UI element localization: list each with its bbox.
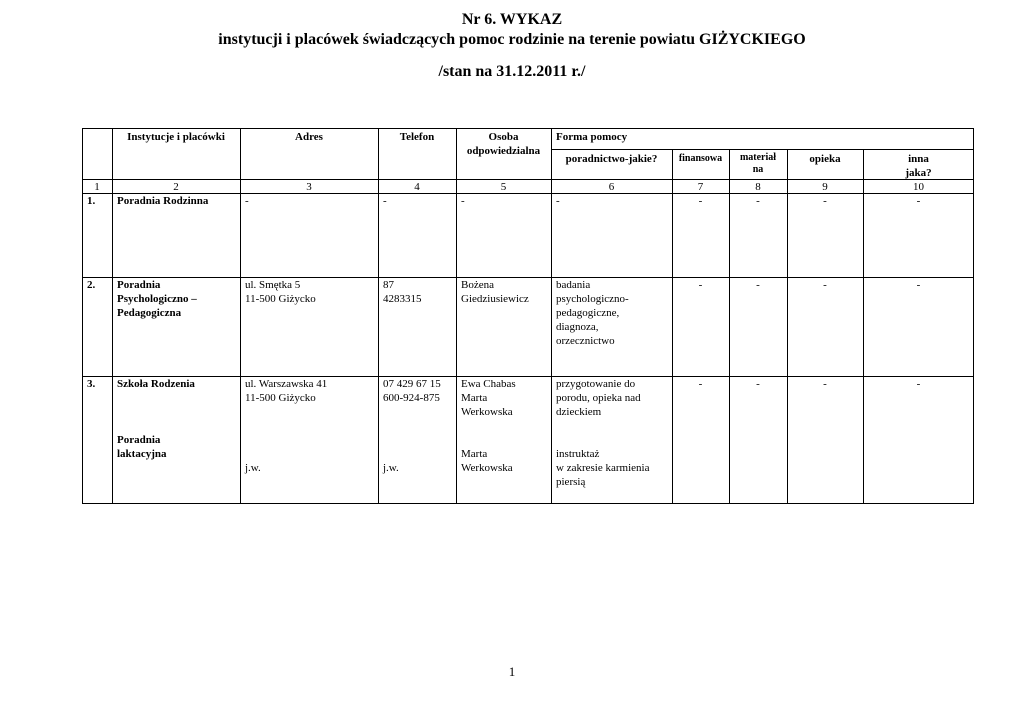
person-cell-secondary: Marta Werkowska	[461, 448, 513, 474]
row-number: 3.	[87, 378, 96, 390]
care-cell: -	[823, 279, 827, 291]
column-number: 1	[94, 181, 100, 193]
header-phone: Telefon	[399, 131, 435, 143]
header-form-of-help: Forma pomocy	[556, 131, 628, 143]
header-person: Osoba odpowiedzialna	[466, 131, 541, 157]
page-number: 1	[508, 664, 516, 679]
address-cell: ul. Warszawska 41 11-500 Giżycko	[245, 378, 328, 404]
document-subtitle: instytucji i placówek świadczących pomoc rodzinie na terenie powiatu GIŻYCKIEGO	[218, 31, 806, 48]
person-cell: Bożena Giedziusiewicz	[461, 279, 529, 305]
institution-name-secondary: Poradnia laktacyjna	[117, 434, 167, 460]
column-number: 8	[755, 181, 761, 193]
institutions-table	[82, 128, 974, 504]
other-cell: -	[916, 195, 921, 207]
column-number: 9	[822, 181, 828, 193]
header-other: inna jaka?	[905, 153, 932, 179]
material-cell: -	[756, 195, 760, 207]
care-cell: -	[823, 378, 827, 390]
phone-cell: 87 4283315	[383, 279, 422, 305]
advice-cell: -	[556, 195, 560, 207]
row-number: 2.	[87, 279, 96, 291]
row-number: 1.	[87, 195, 96, 207]
document-date: /stan na 31.12.2011 r./	[438, 63, 586, 80]
column-number: 6	[608, 181, 615, 193]
material-cell: -	[756, 378, 760, 390]
financial-cell: -	[698, 195, 703, 207]
other-cell: -	[916, 279, 921, 291]
header-material: materiał na	[739, 152, 777, 175]
institution-name: Szkoła Rodzenia	[117, 378, 195, 390]
care-cell: -	[823, 195, 827, 207]
other-cell: -	[916, 378, 921, 390]
document-title: Nr 6. WYKAZ	[461, 11, 563, 28]
person-cell: -	[461, 195, 465, 207]
column-number: 4	[414, 181, 420, 193]
address-cell: -	[245, 195, 249, 207]
address-cell-secondary: j.w.	[245, 462, 261, 474]
institution-name: Poradnia Psychologiczno – Pedagogiczna	[117, 279, 197, 319]
column-number: 7	[697, 181, 704, 193]
header-institutions: Instytucje i placówki	[127, 131, 225, 143]
phone-cell-secondary: j.w.	[383, 462, 399, 474]
phone-cell: 07 429 67 15 600-924-875	[383, 378, 441, 404]
header-financial: finansowa	[678, 153, 723, 164]
header-address: Adres	[295, 131, 323, 143]
institution-name: Poradnia Rodzinna	[117, 195, 209, 207]
advice-cell: przygotowanie do porodu, opieka nad dzieckiem	[556, 378, 641, 418]
advice-cell: badania psychologiczno- pedagogiczne, diagnoza, orzecznictwo	[556, 279, 629, 347]
column-number: 10	[913, 181, 924, 193]
material-cell: -	[756, 279, 760, 291]
address-cell: ul. Smętka 5 11-500 Giżycko	[245, 279, 316, 305]
phone-cell: -	[383, 195, 387, 207]
column-number: 3	[306, 181, 312, 193]
person-cell: Ewa Chabas Marta Werkowska	[461, 378, 516, 418]
header-advice: poradnictwo-jakie?	[565, 153, 658, 165]
header-care: opieka	[809, 153, 841, 165]
advice-cell-secondary: instruktaż w zakresie karmienia piersią	[556, 448, 650, 488]
financial-cell: -	[698, 279, 703, 291]
column-number: 5	[500, 181, 507, 193]
financial-cell: -	[698, 378, 703, 390]
column-number: 2	[173, 181, 179, 193]
